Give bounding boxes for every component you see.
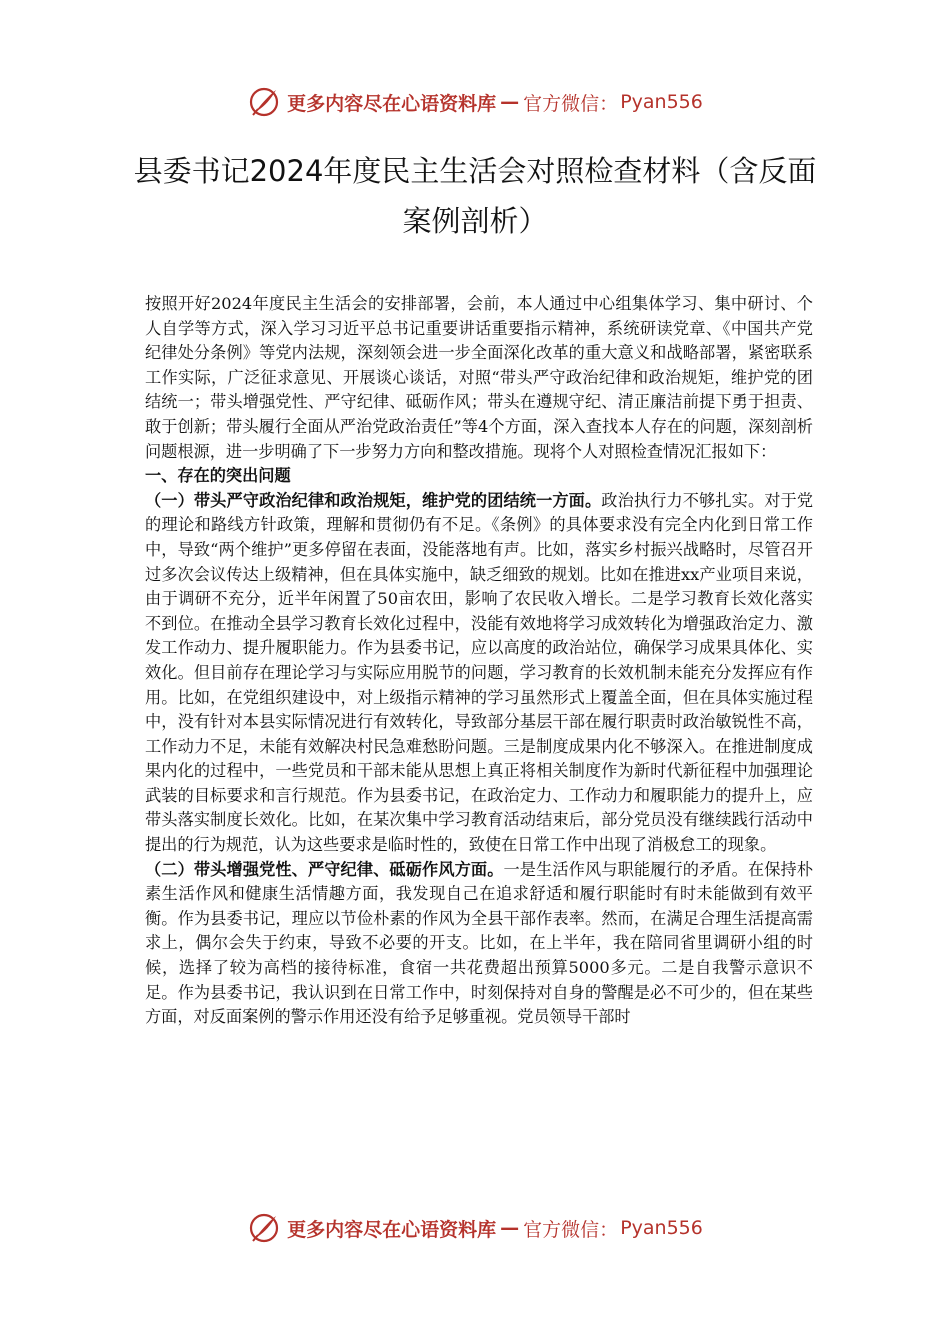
banner-wechat-label: 官方微信： <box>523 92 619 115</box>
section1-part1-body: 政治执行力不够扎实。对于党的理论和路线方针政策，理解和贯彻仍有不足。《条例》的具体要求没有完全内化到日常工作中，导致“两个维护”更多停留在表面，没能落地有声。比如，落实乡村振兴战略时，尽管召开过多次会议传达上级精神，但在具体实施中，缺乏细致的规划。比如在推进xx产业项目来说，由于调研不充分，近半年闲置了50亩农田，影响了农民收入增长。二是学习教育长效化落实不到位。在推动全县学习教育长效化过程中，没能有效地将学习成效转化为增强政治定力、激发工作动力、提升履职能力。作为县委书记，应以高度的政治站位，确保学习成果具体化、实效化。但目前存在理论学习与实际应用脱节的问题，学习教育的长效机制未能充分发挥应有作用。比如，在党组织建设中，对上级指示精神的学习虽然形式上覆盖全面，但在具体实施过程中，没有针对本县实际情况进行有效转化，导致部分基层干部在履行职责时政治敏锐性不高，工作动力不足，未能有效解决村民急难愁盼问题。三是制度成果内化不够深入。在推进制度成果内化的过程中，一些党员和干部未能从思想上真正将相关制度作为新时代新征程中加强理论武装的目标要求和言行规范。作为县委书记，在政治定力、工作动力和履职能力的提升上，应带头落实制度长效化。比如，在某次集中学习教育活动结束后，部分党员没有继续践行活动中提出的行为规范，认为这些要求是临时性的，致使在日常工作中出现了消极怠工的现象。 <box>145 490 814 855</box>
section1-heading: 一、存在的突出问题 <box>145 466 291 486</box>
banner-text: 更多内容尽在心语资料库 <box>287 92 497 115</box>
banner-text: 更多内容尽在心语资料库 <box>287 1218 497 1241</box>
banner-account: Pyan556 <box>620 91 703 113</box>
section1-part2-body: 一是生活作风与职能履行的矛盾。在保持朴素生活作风和健康生活情趣方面，我发现自己在追求舒适和履行职能时有时未能做到有效平衡。作为县委书记，理应以节俭朴素的作风为全县干部作表率。然而，在满足合理生活提高需求上，偶尔会失于约束，导致不必要的开支。比如，在上半年，我在陪同省里调研小组的时候，选择了较为高档的接待标准，食宿一共花费超出预算5000多元。二是自我警示意识不足。作为县委书记，我认识到在日常工作中，时刻保持对自身的警醒是必不可少的，但在某些方面，对反面案例的警示作用还没有给予足够重视。党员领导干部时 <box>145 859 814 1027</box>
banner-account: Pyan556 <box>620 1217 703 1239</box>
quill-logo-icon <box>247 1211 281 1245</box>
watermark-banner-top <box>0 82 950 122</box>
intro-paragraph: 按照开好2024年度民主生活会的安排部署，会前，本人通过中心组集体学习、集中研讨、个人自学等方式，深入学习习近平总书记重要讲话重要指示精神，系统研读党章、《中国共产党纪律处分条例》等党内法规，深刻领会进一步全面深化改革的重大意义和战略部署，紧密联系工作实际，广泛征求意见、开展谈心谈话，对照“带头严守政治纪律和政治规矩，维护党的团结统一；带头增强党性、严守纪律、砥砺作风；带头在遵规守纪、清正廉洁前提下勇于担责、敢于创新；带头履行全面从严治党政治责任”等4个方面，深入查找本人存在的问题，深刻剖析问题根源，进一步明确了下一步努力方向和整改措施。现将个人对照检查情况汇报如下： <box>145 294 813 461</box>
section1-part1-lead: （一）带头严守政治纪律和政治规矩，维护党的团结统一方面。 <box>145 490 602 510</box>
section1-part2-paragraph <box>145 858 813 1030</box>
banner-separator: — <box>500 1217 520 1239</box>
section1-part1-paragraph <box>145 489 813 858</box>
banner-separator: — <box>500 91 520 113</box>
document-body <box>145 292 813 1030</box>
document-title: 县委书记2024年度民主生活会对照检查材料（含反面案例剖析） <box>133 154 817 238</box>
section1-part2-lead: （二）带头增强党性、严守纪律、砥砺作风方面。 <box>145 859 504 879</box>
banner-wechat-label: 官方微信： <box>523 1218 619 1241</box>
watermark-banner-bottom <box>0 1208 950 1248</box>
quill-logo-icon <box>247 85 281 119</box>
